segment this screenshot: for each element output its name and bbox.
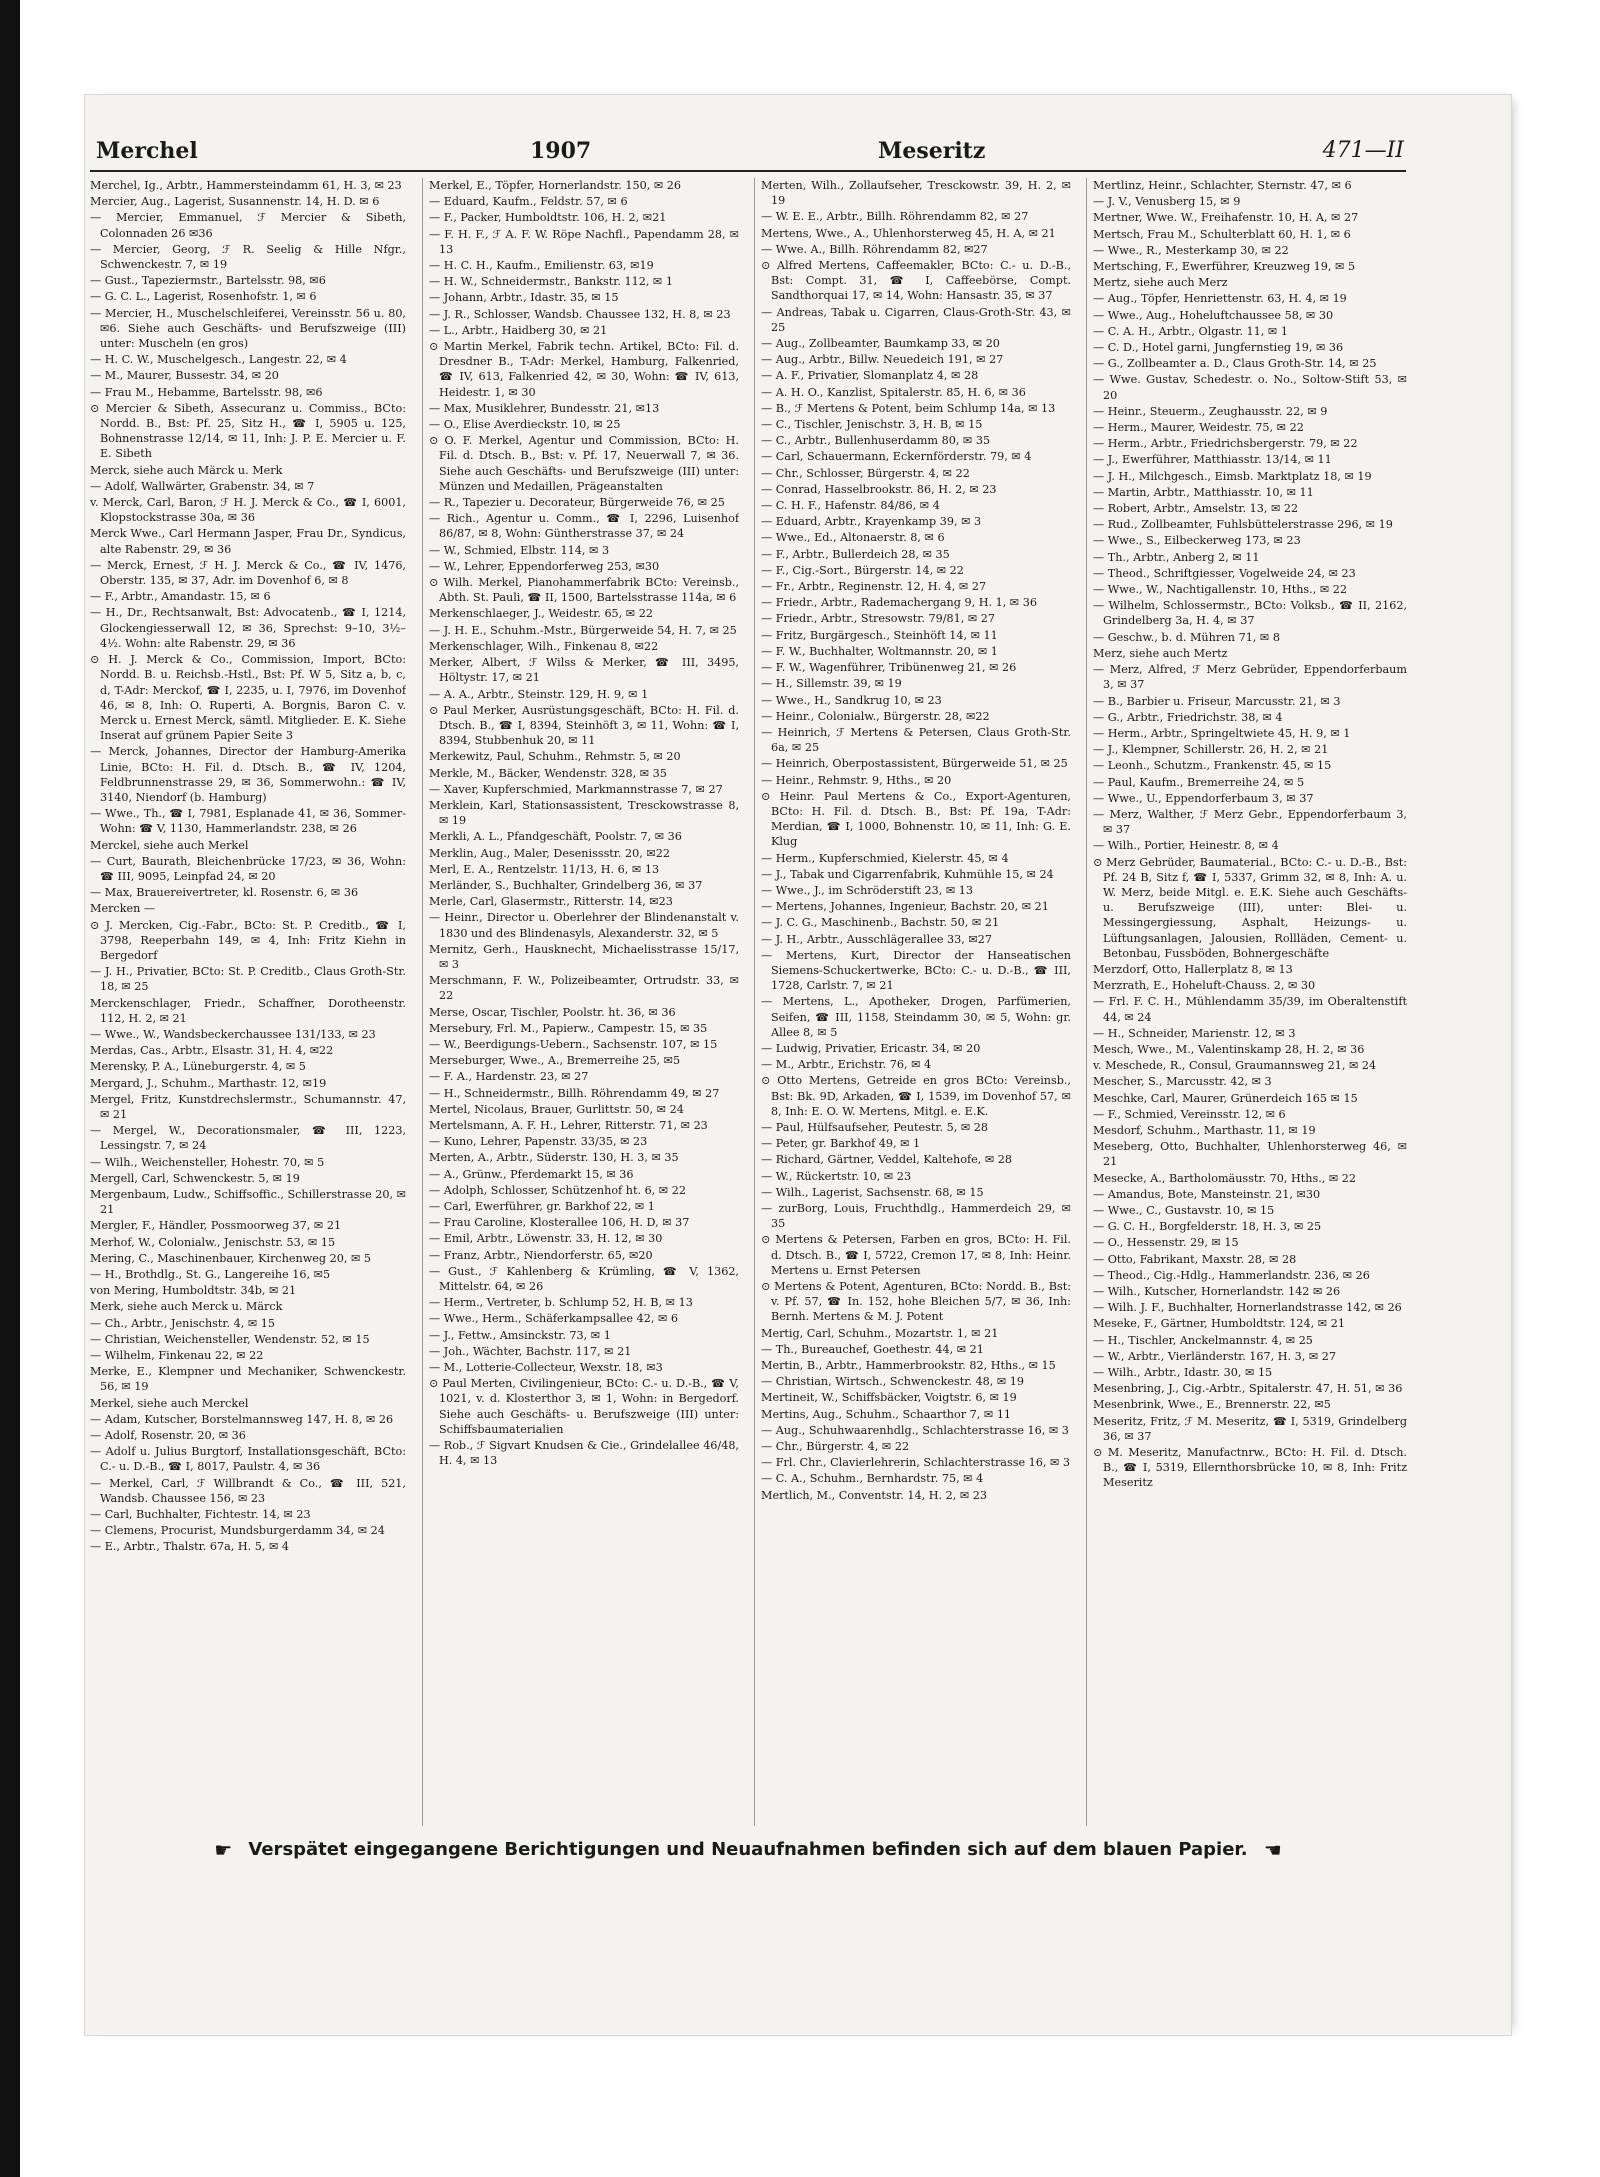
directory-entry: Merle, Carl, Glasermstr., Ritterstr. 14, ✉23 xyxy=(429,895,673,909)
directory-entry: — Wwe., U., Eppendorferbaum 3, ✉ 37 xyxy=(1093,791,1314,805)
directory-entry: — Wwe., W., Nachtigallenstr. 10, Hths., ✉ 22 xyxy=(1093,583,1347,597)
directory-entry: Mescher, S., Marcusstr. 42, ✉ 3 xyxy=(1093,1075,1272,1089)
directory-entry: — Chr., Bürgerstr. 4, ✉ 22 xyxy=(761,1440,910,1454)
directory-entry: — Kuno, Lehrer, Papenstr. 33/35, ✉ 23 xyxy=(429,1135,648,1149)
directory-entry: Merhof, W., Colonialw., Jenischstr. 53, ✉ 15 xyxy=(90,1235,336,1249)
directory-entry: — Mertens, L., Apotheker, Drogen, Parfümerien, Seifen, ☎ III, 1158, Steindamm 30, ✉ 5, Wohn: gr. Allee 8, ✉ 5 xyxy=(761,995,1071,1039)
directory-entry: — Friedr., Arbtr., Rademachergang 9, H. 1, ✉ 36 xyxy=(761,596,1037,610)
directory-entry: — Wwe., Herm., Schäferkampsallee 42, ✉ 6 xyxy=(429,1312,679,1326)
directory-entry: — Wwe., C., Gustavstr. 10, ✉ 15 xyxy=(1093,1204,1275,1217)
directory-entry: — H., Schneidermstr., Billh. Röhrendamm 49, ✉ 27 xyxy=(429,1086,720,1100)
directory-entry: — Heinr., Rehmstr. 9, Hths., ✉ 20 xyxy=(761,773,952,787)
directory-entry: Mering, C., Maschinenbauer, Kirchenweg 20, ✉ 5 xyxy=(90,1251,372,1265)
directory-entry: — B., Barbier u. Friseur, Marcusstr. 21, ✉ 3 xyxy=(1093,694,1341,708)
directory-entry: Merker, Albert, ℱ Wilss & Merker, ☎ III, 3495, Höltystr. 17, ✉ 21 xyxy=(429,656,739,685)
directory-entry: — B., ℱ Mertens & Potent, beim Schlump 14a, ✉ 13 xyxy=(761,401,1056,415)
directory-entry: — Wilh., Weichensteller, Hohestr. 70, ✉ 5 xyxy=(90,1155,325,1169)
directory-entry: Merseburger, Wwe., A., Bremerreihe 25, ✉5 xyxy=(429,1054,681,1068)
directory-entry: — Herm., Arbtr., Friedrichsbergerstr. 79, ✉ 22 xyxy=(1093,437,1358,451)
directory-entry: — Herm., Arbtr., Springeltwiete 45, H. 9, ✉ 1 xyxy=(1093,726,1351,740)
directory-entry: Merten, Wilh., Zollaufseher, Tresckowstr. 39, H. 2, ✉ 19 xyxy=(761,179,1071,208)
directory-entry: — Franz, Arbtr., Niendorferstr. 65, ✉20 xyxy=(429,1248,653,1262)
directory-entry: Merk, siehe auch Merck u. Märck xyxy=(90,1300,283,1314)
directory-entry: v. Meschede, R., Consul, Graumannsweg 21, ✉ 24 xyxy=(1093,1059,1377,1073)
directory-entry: — Herm., Vertreter, b. Schlump 52, H. B, ✉ 13 xyxy=(429,1296,693,1310)
directory-entry: — O., Hessenstr. 29, ✉ 15 xyxy=(1093,1236,1239,1250)
directory-entry: — Emil, Arbtr., Löwenstr. 33, H. 12, ✉ 30 xyxy=(429,1232,663,1246)
directory-entry: — A. H. O., Kanzlist, Spitalerstr. 85, H. 6, ✉ 36 xyxy=(761,385,1026,399)
directory-entry: ⊙ H. J. Merck & Co., Commission, Import, BCto: Nordd. B. u. Reichsb.-Hstl., Bst: Pf. W 5, Sitz a, b, c, d, T-Adr: Merckof, ☎ I, 2235, u. I, 7976, im Dovenhof 46, ✉ 8, Inh: O. Ruperti, A. Borgnis, Baron C. v. Merck u. Ernest Merck, sämtl. Mitglieder. E. K. Siehe Inserat auf grünem Papier Seite 3 xyxy=(90,653,406,743)
directory-entry: Mesenbring, J., Cig.-Arbtr., Spitalerstr. 47, H. 51, ✉ 36 xyxy=(1093,1382,1403,1396)
directory-entry: — W. E. E., Arbtr., Billh. Röhrendamm 82, ✉ 27 xyxy=(761,210,1029,224)
directory-entry: — Ch., Arbtr., Jenischstr. 4, ✉ 15 xyxy=(90,1316,276,1330)
directory-entry: — Adolf u. Julius Burgtorf, Installationsgeschäft, BCto: C.- u. D.-B., ☎ I, 8017, Paulstr. 4, ✉ 36 xyxy=(90,1445,406,1474)
directory-entry: — F. H. F., ℱ A. F. W. Röpe Nachfl., Papendamm 28, ✉ 13 xyxy=(429,227,739,256)
scan-edge xyxy=(0,0,20,2177)
directory-entry: Mergler, F., Händler, Possmoorweg 37, ✉ 21 xyxy=(90,1219,342,1233)
directory-entry: — Gust., ℱ Kahlenberg & Krümling, ☎ V, 1362, Mittelstr. 64, ✉ 26 xyxy=(429,1264,739,1294)
directory-entry: — E., Arbtr., Thalstr. 67a, H. 5, ✉ 4 xyxy=(90,1540,289,1554)
directory-entry: — Amandus, Bote, Mansteinstr. 21, ✉30 xyxy=(1093,1187,1321,1201)
directory-entry: Merkel, E., Töpfer, Hornerlandstr. 150, ✉ 26 xyxy=(429,179,681,192)
directory-entry: Mesdorf, Schuhm., Marthastr. 11, ✉ 19 xyxy=(1093,1123,1316,1137)
directory-entry: — C. D., Hotel garni, Jungfernstieg 19, ✉ 36 xyxy=(1093,341,1344,355)
directory-entry: Merck Wwe., Carl Hermann Jasper, Frau Dr., Syndicus, alte Rabenstr. 29, ✉ 36 xyxy=(90,527,406,556)
directory-entry: — Wilh., Portier, Heinestr. 8, ✉ 4 xyxy=(1093,839,1279,853)
directory-entry: Merschmann, F. W., Polizeibeamter, Ortrudstr. 33, ✉ 22 xyxy=(429,974,739,1003)
directory-entry: — Adolph, Schlosser, Schützenhof ht. 6, ✉ 22 xyxy=(429,1183,686,1197)
directory-entry: — Ludwig, Privatier, Ericastr. 34, ✉ 20 xyxy=(761,1041,981,1055)
directory-entry: — F., Packer, Humboldtstr. 106, H. 2, ✉21 xyxy=(429,211,667,225)
directory-entry: — Paul, Kaufm., Bremerreihe 24, ✉ 5 xyxy=(1093,775,1305,789)
directory-entry: — Heinrich, Oberpostassistent, Bürgerweide 51, ✉ 25 xyxy=(761,757,1068,771)
directory-entry: — Conrad, Hasselbrookstr. 86, H. 2, ✉ 23 xyxy=(761,482,997,496)
directory-entry: ⊙ J. Mercken, Cig.-Fabr., BCto: St. P. Creditb., ☎ I, 3798, Reeperbahn 149, ✉ 4, Inh: Fritz Kiehn in Bergedorf xyxy=(90,918,406,962)
directory-entry: Meseberg, Otto, Buchhalter, Uhlenhorsterweg 46, ✉ 21 xyxy=(1093,1140,1407,1169)
directory-entry: Mergell, Carl, Schwenckestr. 5, ✉ 19 xyxy=(90,1171,300,1185)
directory-entry: — Richard, Gärtner, Veddel, Kaltehofe, ✉ 28 xyxy=(761,1153,1013,1167)
directory-entry: Meseritz, Fritz, ℱ M. Meseritz, ☎ I, 5319, Grindelberg 36, ✉ 37 xyxy=(1093,1414,1407,1443)
directory-entry: — Wilh. J. F., Buchhalter, Hornerlandstrasse 142, ✉ 26 xyxy=(1093,1301,1402,1315)
directory-entry: — Heinr., Steuerm., Zeughausstr. 22, ✉ 9 xyxy=(1093,404,1328,418)
directory-entry: — Aug., Schuhwaarenhdlg., Schlachterstrasse 16, ✉ 3 xyxy=(761,1423,1069,1437)
directory-entry: Mertins, Aug., Schuhm., Schaarthor 7, ✉ 11 xyxy=(761,1407,1012,1421)
directory-entry: — H., Tischler, Anckelmannstr. 4, ✉ 25 xyxy=(1093,1333,1313,1347)
directory-entry: Merklin, Aug., Maler, Desenissstr. 20, ✉22 xyxy=(429,846,670,860)
directory-entry: — Rud., Zollbeamter, Fuhlsbüttelerstrasse 296, ✉ 19 xyxy=(1093,518,1393,532)
directory-entry: — J. H., Milchgesch., Eimsb. Marktplatz 18, ✉ 19 xyxy=(1093,469,1372,483)
directory-entry: — Herm., Kupferschmied, Kielerstr. 45, ✉ 4 xyxy=(761,851,1009,865)
directory-entry: — Carl, Buchhalter, Fichtestr. 14, ✉ 23 xyxy=(90,1508,311,1522)
directory-entry: — Merck, Johannes, Director der Hamburg-Amerika Linie, BCto: H. Fil. d. Dtsch. B., ☎ IV, 1204, Feldbrunnenstrasse 29, ✉ 36, Sommerwohn.: ☎ IV, 3140, Niendorf (b. Hamburg) xyxy=(90,745,406,804)
directory-entry: — Theod., Cig.-Hdlg., Hammerlandstr. 236, ✉ 26 xyxy=(1093,1268,1370,1282)
directory-entry: — A. A., Arbtr., Steinstr. 129, H. 9, ✉ 1 xyxy=(429,687,649,701)
directory-entry: — C. H. F., Hafenstr. 84/86, ✉ 4 xyxy=(761,499,940,513)
directory-entry: — Martin, Arbtr., Matthiasstr. 10, ✉ 11 xyxy=(1093,485,1314,499)
directory-entry: — Eduard, Arbtr., Krayenkamp 39, ✉ 3 xyxy=(761,515,982,529)
directory-entry: — L., Arbtr., Haidberg 30, ✉ 21 xyxy=(429,323,608,337)
directory-entry: — J. C. G., Maschinenb., Bachstr. 50, ✉ 21 xyxy=(761,916,1000,930)
directory-entry: Mertens, Wwe., A., Uhlenhorsterweg 45, H. A, ✉ 21 xyxy=(761,226,1056,240)
directory-entry: — H., Sillemstr. 39, ✉ 19 xyxy=(761,677,902,691)
directory-entry: — Joh., Wächter, Bachstr. 117, ✉ 21 xyxy=(429,1344,632,1358)
directory-entry: — Max, Brauereivertreter, kl. Rosenstr. 6, ✉ 36 xyxy=(90,886,359,900)
directory-entry: — Merck, Ernest, ℱ H. J. Merck & Co., ☎ IV, 1476, Oberstr. 135, ✉ 37, Adr. im Dovenhof 6, ✉ 8 xyxy=(90,558,406,588)
pointing-hand-left-icon: ☛ xyxy=(214,1838,233,1862)
directory-entry: ⊙ Martin Merkel, Fabrik techn. Artikel, BCto: Fil. d. Dresdner B., T-Adr: Merkel, Hamburg, Falkenried, ☎ IV, 613, Falkenried 42, ✉ 30, Wohn: ☎ IV, 613, Heidestr. 1, ✉ 30 xyxy=(429,340,739,399)
directory-entry: Mertel, Nicolaus, Brauer, Gurlittstr. 50, ✉ 24 xyxy=(429,1102,684,1116)
directory-entry: — Merz, Walther, ℱ Merz Gebr., Eppendorferbaum 3, ✉ 37 xyxy=(1093,807,1407,837)
directory-entry: — H. C. W., Muschelgesch., Langestr. 22, ✉ 4 xyxy=(90,353,347,367)
directory-entry: Mernitz, Gerh., Hausknecht, Michaelisstrasse 15/17, ✉ 3 xyxy=(429,942,739,971)
directory-entry: — Th., Arbtr., Anberg 2, ✉ 11 xyxy=(1093,550,1260,564)
directory-entry: — Heinr., Director u. Oberlehrer der Blindenanstalt v. 1830 und des Blindenasyls, Alexanderstr. 32, ✉ 5 xyxy=(429,911,739,940)
directory-entry: — Mertens, Kurt, Director der Hanseatischen Siemens-Schuckertwerke, BCto: C.- u. D.-B., ☎ III, 1728, Carlstr. 7, ✉ 21 xyxy=(761,948,1071,993)
directory-entry: — H. W., Schneidermstr., Bankstr. 112, ✉ 1 xyxy=(429,275,673,289)
directory-entry: Merkli, A. L., Pfandgeschäft, Poolstr. 7, ✉ 36 xyxy=(429,830,682,844)
directory-entry: Mesecke, A., Bartholomäusstr. 70, Hths., ✉ 22 xyxy=(1093,1171,1357,1185)
column-3 xyxy=(754,178,1071,1826)
header-page-number: 471—II xyxy=(1322,138,1404,163)
directory-entry: — Aug., Töpfer, Henriettenstr. 63, H. 4, ✉ 19 xyxy=(1093,292,1347,306)
directory-entry: Mertig, Carl, Schuhm., Mozartstr. 1, ✉ 21 xyxy=(761,1326,999,1340)
directory-entry: — Friedr., Arbtr., Stresowstr. 79/81, ✉ 27 xyxy=(761,612,996,626)
directory-entry: — F., Arbtr., Bullerdeich 28, ✉ 35 xyxy=(761,547,950,561)
directory-entry: — F., Cig.-Sort., Bürgerstr. 14, ✉ 22 xyxy=(761,563,964,577)
directory-entry: — Carl, Ewerführer, gr. Barkhof 22, ✉ 1 xyxy=(429,1200,655,1213)
directory-entry: — C., Tischler, Jenischstr. 3, H. B, ✉ 15 xyxy=(761,418,983,432)
directory-entry: — Frau M., Hebamme, Bartelsstr. 98, ✉6 xyxy=(90,385,323,399)
directory-entry: — M., Arbtr., Erichstr. 76, ✉ 4 xyxy=(761,1058,932,1072)
directory-entry: — H. C. H., Kaufm., Emilienstr. 63, ✉19 xyxy=(429,259,654,273)
directory-entry: Mertlich, M., Conventstr. 14, H. 2, ✉ 23 xyxy=(761,1488,988,1502)
directory-entry: — Wilhelm, Finkenau 22, ✉ 22 xyxy=(90,1349,264,1363)
header-year: 1907 xyxy=(530,138,592,164)
directory-entry: — Gust., Tapeziermstr., Bartelsstr. 98, ✉6 xyxy=(90,274,326,288)
directory-entry: Mercier, Aug., Lagerist, Susannenstr. 14, H. D. ✉ 6 xyxy=(90,195,380,209)
directory-entry: — J., Fettw., Amsinckstr. 73, ✉ 1 xyxy=(429,1328,611,1342)
directory-entry: — Wwe., W., Wandsbeckerchaussee 131/133, ✉ 23 xyxy=(90,1027,376,1041)
directory-entry: — Merkel, Carl, ℱ Willbrandt & Co., ☎ III, 521, Wandsb. Chaussee 156, ✉ 23 xyxy=(90,1476,406,1505)
directory-entry: — Frau Caroline, Klosterallee 106, H. D, ✉ 37 xyxy=(429,1216,690,1230)
directory-entry: Meseke, F., Gärtner, Humboldtstr. 124, ✉ 21 xyxy=(1093,1317,1345,1331)
directory-entry: Meschke, Carl, Maurer, Grünerdeich 165 ✉ 15 xyxy=(1093,1091,1358,1105)
directory-entry: — C., Arbtr., Bullenhuserdamm 80, ✉ 35 xyxy=(761,434,991,448)
directory-entry: Merensky, P. A., Lüneburgerstr. 4, ✉ 5 xyxy=(90,1060,306,1074)
directory-entry: — Herm., Maurer, Weidestr. 75, ✉ 22 xyxy=(1093,421,1304,435)
directory-entry: Merchel, Ig., Arbtr., Hammersteindamm 61, H. 3, ✉ 23 xyxy=(90,179,402,192)
directory-entry: ⊙ Paul Merker, Ausrüstungsgeschäft, BCto: H. Fil. d. Dtsch. B., ☎ I, 8394, Steinhöft 3, ✉ 11, Wohn: ☎ I, 8394, Stubbenhuk 20, ✉ 11 xyxy=(429,703,739,748)
directory-entry: — Heinr., Colonialw., Bürgerstr. 28, ✉22 xyxy=(761,709,990,723)
directory-entry: Mertin, B., Arbtr., Hammerbrookstr. 82, Hths., ✉ 15 xyxy=(761,1359,1056,1373)
directory-entry: — Mercier, H., Muschelschleiferei, Vereinsstr. 56 u. 80, ✉6. Siehe auch Geschäfts- und Berufszweige (III) unter: Muscheln (en gros) xyxy=(90,306,406,351)
directory-entry: Merkel, siehe auch Merckel xyxy=(90,1396,249,1410)
directory-entry: — H., Dr., Rechtsanwalt, Bst: Advocatenb., ☎ I, 1214, Glockengiesserwall 12, ✉ 36, Sprechst: 9–10, 3½–4½. Wohn: alte Rabenstr. 29, ✉ 36 xyxy=(90,606,406,650)
directory-entry: ⊙ Mertens & Potent, Agenturen, BCto: Nordd. B., Bst: v. Pf. 57, ☎ In. 152, hohe Bleichen 5/7, ✉ 36, Inh: Bernh. Mertens & M. J. Potent xyxy=(761,1280,1071,1324)
directory-entry: Merkewitz, Paul, Schuhm., Rehmstr. 5, ✉ 20 xyxy=(429,750,681,764)
directory-entry: — G. C. L., Lagerist, Rosenhofstr. 1, ✉ 6 xyxy=(90,290,317,304)
directory-entry: — O., Elise Averdieckstr. 10, ✉ 25 xyxy=(429,418,621,432)
directory-entry: — Xaver, Kupferschmied, Markmannstrasse 7, ✉ 27 xyxy=(429,782,723,796)
directory-entry: — Wwe., Aug., Hoheluftchaussee 58, ✉ 30 xyxy=(1093,308,1334,322)
directory-entry: Merz, siehe auch Mertz xyxy=(1093,646,1228,660)
directory-entry: — Rich., Agentur u. Comm., ☎ I, 2296, Luisenhof 86/87, ✉ 8, Wohn: Güntherstrasse 37, ✉ 24 xyxy=(429,512,739,541)
directory-entry: — Wwe., J., im Schröderstift 23, ✉ 13 xyxy=(761,883,974,897)
directory-entry: — F. A., Hardenstr. 23, ✉ 27 xyxy=(429,1070,589,1084)
pointing-hand-right-icon: ☚ xyxy=(1263,1838,1282,1862)
directory-entry: — W., Beerdigungs-Uebern., Sachsenstr. 107, ✉ 15 xyxy=(429,1037,718,1051)
directory-entry: — Eduard, Kaufm., Feldstr. 57, ✉ 6 xyxy=(429,195,628,209)
directory-entry: — Frl. F. C. H., Mühlendamm 35/39, im Oberaltenstift 44, ✉ 24 xyxy=(1093,995,1407,1024)
directory-entry: — Wwe. Gustav, Schedestr. o. No., Soltow-Stift 53, ✉ 20 xyxy=(1093,373,1407,402)
directory-entry: — Carl, Schauermann, Eckernförderstr. 79, ✉ 4 xyxy=(761,450,1032,464)
directory-entry: — J., Klempner, Schillerstr. 26, H. 2, ✉ 21 xyxy=(1093,743,1329,757)
directory-entry: Merten, A., Arbtr., Süderstr. 130, H. 3, ✉ 35 xyxy=(429,1151,679,1165)
directory-entry: — Wilh., Arbtr., Idastr. 30, ✉ 15 xyxy=(1093,1366,1273,1380)
directory-entry: — Wwe., H., Sandkrug 10, ✉ 23 xyxy=(761,693,942,707)
directory-entry: — Mercier, Emmanuel, ℱ Mercier & Sibeth, Colonnaden 26 ✉36 xyxy=(90,211,406,240)
directory-entry: — G., Arbtr., Friedrichstr. 38, ✉ 4 xyxy=(1093,710,1283,724)
directory-entry: — Mergel, W., Decorationsmaler, ☎ III, 1223, Lessingstr. 7, ✉ 24 xyxy=(90,1124,406,1153)
directory-entry: — Wilh., Kutscher, Hornerlandstr. 142 ✉ 26 xyxy=(1093,1285,1341,1299)
directory-entry: — Leonh., Schutzm., Frankenstr. 45, ✉ 15 xyxy=(1093,759,1332,773)
directory-entry: Mertineit, W., Schiffsbäcker, Voigtstr. 6, ✉ 19 xyxy=(761,1391,1017,1405)
directory-entry: Mergard, J., Schuhm., Marthastr. 12, ✉19 xyxy=(90,1076,327,1090)
directory-entry: — Curt, Baurath, Bleichenbrücke 17/23, ✉ 36, Wohn: ☎ III, 9095, Leinpfad 24, ✉ 20 xyxy=(90,854,406,883)
directory-entry: — Wwe., Th., ☎ I, 7981, Esplanade 41, ✉ 36, Sommer-Wohn: ☎ V, 1130, Hammerlandstr. 238, ✉ 26 xyxy=(90,807,406,836)
directory-entry: — J. V., Venusberg 15, ✉ 9 xyxy=(1093,195,1241,209)
directory-entry: — Clemens, Procurist, Mundsburgerdamm 34, ✉ 24 xyxy=(90,1524,385,1538)
directory-entry: Mertlinz, Heinr., Schlachter, Sternstr. 47, ✉ 6 xyxy=(1093,179,1352,192)
directory-entry: — G., Zollbeamter a. D., Claus Groth-Str. 14, ✉ 25 xyxy=(1093,357,1377,371)
directory-entry: — Adolf, Rosenstr. 20, ✉ 36 xyxy=(90,1429,246,1443)
directory-entry: — Max, Musiklehrer, Bundesstr. 21, ✉13 xyxy=(429,401,660,415)
directory-entry: — Christian, Weichensteller, Wendenstr. 52, ✉ 15 xyxy=(90,1332,370,1346)
directory-entry: — A., Grünw., Pferdemarkt 15, ✉ 36 xyxy=(429,1167,634,1181)
directory-entry: ⊙ Mertens & Petersen, Farben en gros, BCto: H. Fil. d. Dtsch. B., ☎ I, 5722, Cremon 17, ✉ 8, Inh: Heinr. Mertens u. Ernst Petersen xyxy=(761,1233,1071,1277)
directory-entry: — Fr., Arbtr., Reginenstr. 12, H. 4, ✉ 27 xyxy=(761,580,987,594)
directory-entry: Mergel, Fritz, Kunstdrechslermstr., Schumannstr. 47, ✉ 21 xyxy=(90,1092,406,1121)
directory-entry: — Theod., Schriftgiesser, Vogelweide 24, ✉ 23 xyxy=(1093,566,1356,580)
directory-entry: — Th., Bureauchef, Goethestr. 44, ✉ 21 xyxy=(761,1342,984,1356)
directory-entry: — Rob., ℱ Sigvart Knudsen & Cie., Grindelallee 46/48, H. 4, ✉ 13 xyxy=(429,1439,739,1468)
directory-entry: — F. W., Wagenführer, Tribünenweg 21, ✉ 26 xyxy=(761,661,1017,675)
directory-entry: — Robert, Arbtr., Amselstr. 13, ✉ 22 xyxy=(1093,502,1299,516)
directory-entry: — J. R., Schlosser, Wandsb. Chaussee 132, H. 8, ✉ 23 xyxy=(429,307,731,321)
directory-entry: — Adam, Kutscher, Borstelmannsweg 147, H. 8, ✉ 26 xyxy=(90,1412,394,1426)
column-4 xyxy=(1086,178,1407,1826)
directory-entry: — Wwe., S., Eilbeckerweg 173, ✉ 23 xyxy=(1093,534,1301,548)
directory-columns xyxy=(90,178,1406,1826)
directory-entry: — J., Ewerführer, Matthiasstr. 13/14, ✉ 11 xyxy=(1093,453,1332,467)
directory-entry: — W., Arbtr., Vierländerstr. 167, H. 3, ✉ 27 xyxy=(1093,1349,1337,1363)
directory-entry: Merkenschlaeger, J., Weidestr. 65, ✉ 22 xyxy=(429,607,653,621)
directory-entry: — Paul, Hülfsaufseher, Peutestr. 5, ✉ 28 xyxy=(761,1120,989,1134)
directory-entry: — Wilhelm, Schlossermstr., BCto: Volksb., ☎ II, 2162, Grindelberg 3a, H. 4, ✉ 37 xyxy=(1093,599,1407,628)
directory-entry: — H., Brothdlg., St. G., Langereihe 16, ✉5 xyxy=(90,1268,331,1282)
directory-entry: von Mering, Humboldtstr. 34b, ✉ 21 xyxy=(90,1284,297,1298)
directory-entry: — W., Rückertstr. 10, ✉ 23 xyxy=(761,1169,912,1183)
directory-entry: Mersebury, Frl. M., Papierw., Campestr. 15, ✉ 35 xyxy=(429,1021,708,1035)
directory-entry: — Mercier, Georg, ℱ R. Seelig & Hille Nfgr., Schwenckestr. 7, ✉ 19 xyxy=(90,242,406,272)
footer-note xyxy=(90,1834,1406,1866)
directory-entry: — Wilh., Lagerist, Sachsenstr. 68, ✉ 15 xyxy=(761,1185,984,1199)
directory-entry: Merländer, S., Buchhalter, Grindelberg 36, ✉ 37 xyxy=(429,878,703,892)
directory-entry: Mertsching, F., Ewerführer, Kreuzweg 19, ✉ 5 xyxy=(1093,260,1356,274)
page-content xyxy=(90,134,1406,1994)
directory-entry: Mercken — xyxy=(90,902,156,916)
directory-entry: Mergenbaum, Ludw., Schiffsoffic., Schillerstrasse 20, ✉ 21 xyxy=(90,1188,406,1217)
column-2 xyxy=(422,178,739,1826)
directory-entry: — Adolf, Wallwärter, Grabenstr. 34, ✉ 7 xyxy=(90,479,315,493)
directory-entry: — J. H. E., Schuhm.-Mstr., Bürgerweide 54, H. 7, ✉ 25 xyxy=(429,623,737,637)
directory-entry: — A. F., Privatier, Slomanplatz 4, ✉ 28 xyxy=(761,369,979,383)
directory-entry: ⊙ Paul Merten, Civilingenieur, BCto: C.- u. D.-B., ☎ V, 1021, v. d. Klosterthor 3, ✉ 1, Wohn: in Bergedorf. Siehe auch Geschäfts- u. Berufszweige (III) unter: Schiffsbaumaterialien xyxy=(429,1377,739,1436)
directory-entry: — Heinrich, ℱ Mertens & Petersen, Claus Groth-Str. 6a, ✉ 25 xyxy=(761,725,1071,755)
directory-entry: Merse, Oscar, Tischler, Poolstr. ht. 36, ✉ 36 xyxy=(429,1005,676,1019)
directory-entry: Mertelsmann, A. F. H., Lehrer, Ritterstr. 71, ✉ 23 xyxy=(429,1118,708,1132)
directory-entry: — J., Tabak und Cigarrenfabrik, Kuhmühle 15, ✉ 24 xyxy=(761,867,1054,881)
directory-entry: — M., Lotterie-Collecteur, Wexstr. 18, ✉3 xyxy=(429,1361,663,1375)
directory-entry: — Mertens, Johannes, Ingenieur, Bachstr. 20, ✉ 21 xyxy=(761,900,1049,914)
directory-entry: — F. W., Buchhalter, Woltmannstr. 20, ✉ 1 xyxy=(761,644,998,658)
directory-entry: — Andreas, Tabak u. Cigarren, Claus-Groth-Str. 43, ✉ 25 xyxy=(761,305,1071,334)
directory-entry: — Peter, gr. Barkhof 49, ✉ 1 xyxy=(761,1137,921,1151)
directory-entry: ⊙ M. Meseritz, Manufactnrw., BCto: H. Fil. d. Dtsch. B., ☎ I, 5319, Ellernthorsbrücke 10, ✉ 8, Inh: Fritz Meseritz xyxy=(1093,1446,1407,1490)
directory-entry: — R., Tapezier u. Decorateur, Bürgerweide 76, ✉ 25 xyxy=(429,496,725,510)
directory-entry: ⊙ O. F. Merkel, Agentur und Commission, BCto: H. Fil. d. Dtsch. B., Bst: v. Pf. 17, Neuerwall 7, ✉ 36. Siehe auch Geschäfts- und Berufszweige (III) unter: Münzen und Medaillen, Prägeanstalten xyxy=(429,434,739,493)
directory-entry: Merzrath, E., Hoheluft-Chauss. 2, ✉ 30 xyxy=(1093,979,1316,993)
directory-entry: — F., Schmied, Vereinsstr. 12, ✉ 6 xyxy=(1093,1107,1286,1121)
directory-entry: Mertsch, Frau M., Schulterblatt 60, H. 1, ✉ 6 xyxy=(1093,227,1351,241)
directory-entry: Merke, E., Klempner und Mechaniker, Schwenckestr. 56, ✉ 19 xyxy=(90,1365,406,1394)
directory-entry: ⊙ Wilh. Merkel, Pianohammerfabrik BCto: Vereinsb., Abth. St. Pauli, ☎ II, 1500, Bartelsstrasse 114a, ✉ 6 xyxy=(429,576,739,605)
directory-entry: — W., Schmied, Elbstr. 114, ✉ 3 xyxy=(429,543,610,557)
directory-entry: Merck, siehe auch Märck u. Merk xyxy=(90,463,283,477)
directory-entry: ⊙ Otto Mertens, Getreide en gros BCto: Vereinsb., Bst: Bk. 9D, Arkaden, ☎ I, 1539, im Dovenhof 57, ✉ 8, Inh: E. O. W. Mertens, Mitgl. e. E.K. xyxy=(761,1074,1071,1118)
directory-entry: Merkenschlager, Wilh., Finkenau 8, ✉22 xyxy=(429,639,659,653)
directory-entry: — Geschw., b. d. Mühren 71, ✉ 8 xyxy=(1093,630,1280,644)
directory-entry: Mesenbrink, Wwe., E., Brennerstr. 22, ✉5 xyxy=(1093,1398,1331,1412)
directory-entry: Merl, E. A., Rentzelstr. 11/13, H. 6, ✉ 13 xyxy=(429,862,660,876)
directory-entry: — Aug., Zollbeamter, Baumkamp 33, ✉ 20 xyxy=(761,337,1000,351)
directory-entry: — Merz, Alfred, ℱ Merz Gebrüder, Eppendorferbaum 3, ✉ 37 xyxy=(1093,663,1407,692)
directory-entry: Merckel, siehe auch Merkel xyxy=(90,838,249,852)
directory-entry: ⊙ Alfred Mertens, Caffeemakler, BCto: C.- u. D.-B., Bst: Compt. 31, ☎ I, Caffeebörse, Compt. Sandthorquai 17, ✉ 14, Wohn: Hansastr. 35, ✉ 37 xyxy=(761,259,1071,303)
directory-entry: ⊙ Heinr. Paul Mertens & Co., Export-Agenturen, BCto: H. Fil. d. Dtsch. B., Bst: Pf. 19a, T-Adr: Merdian, ☎ I, 1000, Bohnenstr. 10, ✉ 11, Inh: G. E. Klug xyxy=(761,789,1071,849)
running-header xyxy=(90,134,1406,172)
directory-entry: Merzdorf, Otto, Hallerplatz 8, ✉ 13 xyxy=(1093,962,1293,976)
directory-entry: Merdas, Cas., Arbtr., Elsastr. 31, H. 4, ✉22 xyxy=(90,1044,334,1058)
directory-entry: — J. H., Privatier, BCto: St. P. Creditb., Claus Groth-Str. 18, ✉ 25 xyxy=(90,965,406,994)
directory-entry: — F., Arbtr., Amandastr. 15, ✉ 6 xyxy=(90,590,271,604)
directory-entry: — C. A. H., Arbtr., Olgastr. 11, ✉ 1 xyxy=(1093,324,1288,338)
directory-entry: Merkle, M., Bäcker, Wendenstr. 328, ✉ 35 xyxy=(429,766,667,780)
footer-text: Verspätet eingegangene Berichtigungen und Neuaufnahmen befinden sich auf dem blauen Papier. xyxy=(248,1839,1248,1860)
directory-entry: — Wwe., Ed., Altonaerstr. 8, ✉ 6 xyxy=(761,531,945,545)
directory-entry: — M., Maurer, Bussestr. 34, ✉ 20 xyxy=(90,369,279,383)
directory-entry: — H., Schneider, Marienstr. 12, ✉ 3 xyxy=(1093,1026,1296,1040)
directory-entry: — Fritz, Burgärgesch., Steinhöft 14, ✉ 11 xyxy=(761,628,998,642)
header-first-name: Merchel xyxy=(96,138,198,164)
directory-entry: — Wwe. A., Billh. Röhrendamm 82, ✉27 xyxy=(761,242,988,256)
directory-entry: — Wwe., R., Mesterkamp 30, ✉ 22 xyxy=(1093,243,1289,257)
directory-entry: ⊙ Merz Gebrüder, Baumaterial., BCto: C.- u. D.-B., Bst: Pf. 24 B, Sitz f, ☎ I, 5337, Grimm 32, ✉ 8, Inh: A. u. W. Merz, beide Mitgl. e. E.K. Siehe auch Geschäfts- u. Berufszweige (III), unter: Blei- u. Messingergiessung, Asphalt, Heizungs- u. Lüftungsanlagen, Jalousien, Rollläden, Cement- u. Betonbau, Fussböden, Bohnergeschäfte xyxy=(1093,855,1407,960)
header-last-name: Meseritz xyxy=(878,138,986,164)
directory-entry: — zurBorg, Louis, Fruchthdlg., Hammerdeich 29, ✉ 35 xyxy=(761,1202,1071,1231)
directory-entry: Merklein, Karl, Stationsassistent, Tresckowstrasse 8, ✉ 19 xyxy=(429,798,739,828)
directory-entry: — Frl. Chr., Clavierlehrerin, Schlachterstrasse 16, ✉ 3 xyxy=(761,1456,1071,1470)
directory-entry: — Otto, Fabrikant, Maxstr. 28, ✉ 28 xyxy=(1093,1252,1297,1266)
directory-entry: — Johann, Arbtr., Idastr. 35, ✉ 15 xyxy=(429,291,619,305)
column-1 xyxy=(90,178,406,1826)
directory-entry: — C. A., Schuhm., Bernhardstr. 75, ✉ 4 xyxy=(761,1472,984,1486)
directory-entry: — W., Lehrer, Eppendorferweg 253, ✉30 xyxy=(429,559,660,573)
directory-entry: Mertz, siehe auch Merz xyxy=(1093,276,1228,290)
directory-entry: — Aug., Arbtr., Billw. Neuedeich 191, ✉ 27 xyxy=(761,353,1004,367)
directory-entry: v. Merck, Carl, Baron, ℱ H. J. Merck & Co., ☎ I, 6001, Klopstockstrasse 30a, ✉ 36 xyxy=(90,496,406,525)
directory-entry: Merckenschlager, Friedr., Schaffner, Dorotheenstr. 112, H. 2, ✉ 21 xyxy=(90,996,406,1025)
directory-entry: Mesch, Wwe., M., Valentinskamp 28, H. 2, ✉ 36 xyxy=(1093,1042,1365,1056)
directory-entry: — Chr., Schlosser, Bürgerstr. 4, ✉ 22 xyxy=(761,466,970,480)
directory-entry: — J. H., Arbtr., Ausschlägerallee 33, ✉27 xyxy=(761,932,992,946)
directory-entry: Mertner, Wwe. W., Freihafenstr. 10, H. A, ✉ 27 xyxy=(1093,211,1359,225)
directory-entry: ⊙ Mercier & Sibeth, Assecuranz u. Commiss., BCto: Nordd. B., Bst: Pf. 25, Sitz H., ☎ I, 5905 u. 125, Bohnenstrasse 12/14, ✉ 11, Inh: J. P. E. Mercier u. F. E. Sibeth xyxy=(90,401,406,461)
directory-entry: — G. C. H., Borgfelderstr. 18, H. 3, ✉ 25 xyxy=(1093,1220,1322,1234)
directory-entry: — Christian, Wirtsch., Schwenckestr. 48, ✉ 19 xyxy=(761,1375,1025,1389)
